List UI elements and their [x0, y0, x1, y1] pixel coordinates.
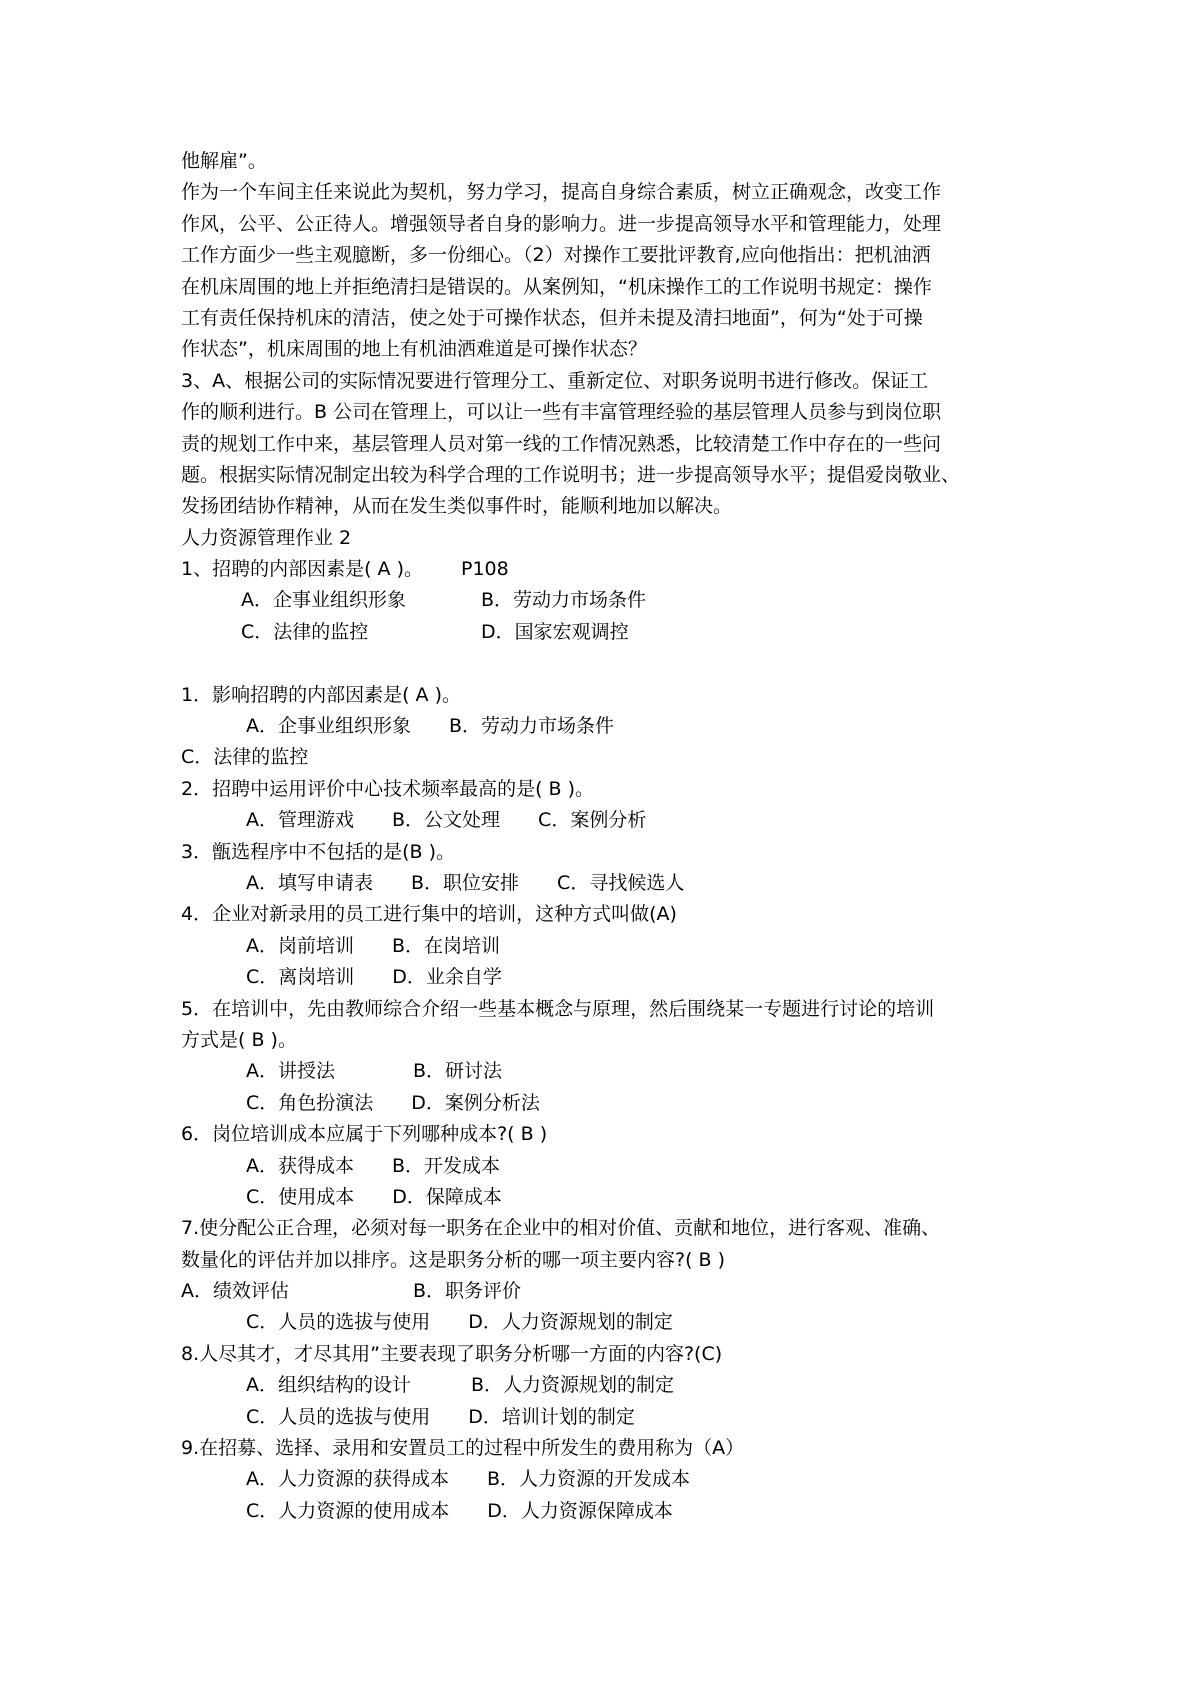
answer-option: D．国家宏观调控: [481, 620, 629, 643]
answer-option: C．人力资源的使用成本: [246, 1499, 450, 1522]
option-row: [181, 1276, 1021, 1307]
option-row: [181, 931, 1021, 962]
question-item: [181, 1119, 1021, 1213]
document-body: [181, 146, 1021, 1527]
option-row: [181, 617, 1021, 648]
option-row: [181, 1056, 1021, 1087]
option-row: [181, 962, 1021, 993]
option-row: [181, 1151, 1021, 1182]
first-question: [181, 554, 1021, 585]
question-text: 1、招聘的内部因素是( A )。: [181, 558, 423, 581]
answer-option: A．岗前培训: [246, 934, 354, 957]
answer-option: B．公文处理: [392, 809, 501, 832]
paragraph-line: 作风，公平、公正待人。增强领导者自身的影响力。进一步提高领导水平和管理能力，处理: [181, 212, 942, 235]
answer-option: D．培训计划的制定: [468, 1405, 635, 1428]
option-row: [181, 711, 1021, 742]
question-text: 4．企业对新录用的员工进行集中的培训，这种方式叫做(A): [181, 903, 677, 926]
answer-option: B．研讨法: [413, 1060, 503, 1083]
paragraph-line: 工有责任保持机床的清洁，使之处于可操作状态，但并未提及清扫地面”，何为“处于可操: [181, 306, 923, 329]
answer-option: C．角色扮演法: [246, 1091, 374, 1114]
answer-option: B．职位安排: [411, 871, 520, 894]
question-item: [181, 899, 1021, 993]
answer-option: D．案例分析法: [411, 1091, 540, 1114]
answer-option: B．劳动力市场条件: [449, 715, 615, 738]
option-row: [181, 1402, 1021, 1433]
answer-option: C．使用成本: [246, 1185, 355, 1208]
section-title: 人力资源管理作业 2: [181, 526, 352, 549]
answer-option: D．保障成本: [392, 1185, 502, 1208]
answer-option: C．离岗培训: [246, 966, 355, 989]
question-item: [181, 837, 1021, 900]
option-row: [181, 805, 1021, 836]
question-item: [181, 994, 1021, 1120]
answer-option: A．企事业组织形象: [241, 589, 406, 612]
option-row: [181, 585, 1021, 616]
question-text: 3．甑选程序中不包括的是(B )。: [181, 840, 455, 863]
answer-option-line: C．法律的监控: [181, 746, 309, 769]
answer-option: C．人员的选拔与使用: [246, 1311, 431, 1334]
question-item: [181, 1339, 1021, 1433]
paragraph-line: 发扬团结协作精神，从而在发生类似事件时，能顺利地加以解决。: [181, 495, 733, 518]
answer-option: A．人力资源的获得成本: [246, 1468, 449, 1491]
answer-option: C．寻找候选人: [557, 871, 685, 894]
question-item: [181, 1213, 1021, 1339]
answer-option: A．管理游戏: [246, 809, 354, 832]
paragraph-line: 题。根据实际情况制定出较为科学合理的工作说明书；进一步提高领导水平；提倡爱岗敬业、: [181, 463, 961, 486]
answer-option: B．职务评价: [413, 1280, 522, 1303]
answer-option: B．人力资源规划的制定: [471, 1374, 675, 1397]
question-list: [181, 680, 1021, 1528]
paragraph-line: 3、A、根据公司的实际情况要进行管理分工、重新定位、对职务说明书进行修改。保证工: [181, 369, 929, 392]
answer-option: D．人力资源规划的制定: [468, 1311, 673, 1334]
paragraph-line: 在机床周围的地上并拒绝清扫是错误的。从案例知，“机床操作工的工作说明书规定：操作: [181, 275, 932, 298]
question-text: 1．影响招聘的内部因素是( A )。: [181, 683, 461, 706]
question-text-continued: 数量化的评估并加以排序。这是职务分析的哪一项主要内容?( B ): [181, 1248, 726, 1271]
answer-option: D．业余自学: [392, 966, 502, 989]
question-text: 6．岗位培训成本应属于下列哪种成本?( B ): [181, 1123, 548, 1146]
option-row: [181, 1370, 1021, 1401]
question-text-continued: 方式是( B )。: [181, 1028, 297, 1051]
first-question-options: [181, 585, 1021, 648]
answer-option: A．填写申请表: [246, 871, 373, 894]
question-item: [181, 774, 1021, 837]
option-row: [181, 1496, 1021, 1527]
question-item: [181, 680, 1021, 774]
answer-option: B．人力资源的开发成本: [487, 1468, 691, 1491]
answer-option: B．劳动力市场条件: [481, 589, 647, 612]
question-text: 2．招聘中运用评价中心技术频率最高的是( B )。: [181, 777, 595, 800]
answer-option: B．开发成本: [392, 1154, 501, 1177]
page-reference: P108: [461, 558, 509, 581]
paragraph-line: 作为一个车间主任来说此为契机，努力学习，提高自身综合素质，树立正确观念，改变工作: [181, 181, 942, 204]
option-row: [181, 1464, 1021, 1495]
option-row: [181, 1307, 1021, 1338]
paragraph-line: 他解雇”。: [181, 150, 267, 172]
answer-option: A．讲授法: [246, 1060, 335, 1083]
blank-line: [181, 648, 1021, 679]
answer-option: C．人员的选拔与使用: [246, 1405, 431, 1428]
question-item: [181, 1433, 1021, 1527]
paragraph-line: 作的顺利进行。B 公司在管理上，可以让一些有丰富管理经验的基层管理人员参与到岗位职: [181, 401, 942, 424]
paragraph-line: 责的规划工作中来，基层管理人员对第一线的工作情况熟悉，比较清楚工作中存在的一些问: [181, 432, 942, 455]
paragraph-line: 作状态”，机床周围的地上有机油洒难道是可操作状态？: [181, 338, 647, 361]
answer-option: B．在岗培训: [392, 934, 501, 957]
answer-option: A．企事业组织形象: [246, 715, 411, 738]
question-text: 9.在招募、选择、录用和安置员工的过程中所发生的费用称为（A）: [181, 1437, 745, 1460]
option-row: [181, 1182, 1021, 1213]
answer-option: A．获得成本: [246, 1154, 354, 1177]
answer-option: A．绩效评估: [181, 1280, 289, 1303]
answer-option: C．案例分析: [538, 809, 647, 832]
paragraph-line: 工作方面少一些主观臆断，多一份细心。（2）对操作工要批评教育,应向他指出：把机油洒: [181, 244, 931, 267]
case-answer-paragraphs: [181, 146, 1021, 523]
option-row: [181, 1088, 1021, 1119]
question-text: 8.人尽其才，才尽其用”主要表现了职务分析哪一方面的内容?(C): [181, 1342, 723, 1365]
answer-option: C．法律的监控: [241, 620, 369, 643]
question-text: 7.使分配公正合理，必须对每一职务在企业中的相对价值、贡献和地位，进行客观、准确、: [181, 1217, 941, 1240]
answer-option: D．人力资源保障成本: [487, 1499, 673, 1522]
question-text: 5．在培训中，先由教师综合介绍一些基本概念与原理，然后围绕某一专题进行讨论的培训: [181, 997, 935, 1020]
option-row: [181, 868, 1021, 899]
answer-option: A．组织结构的设计: [246, 1374, 411, 1397]
